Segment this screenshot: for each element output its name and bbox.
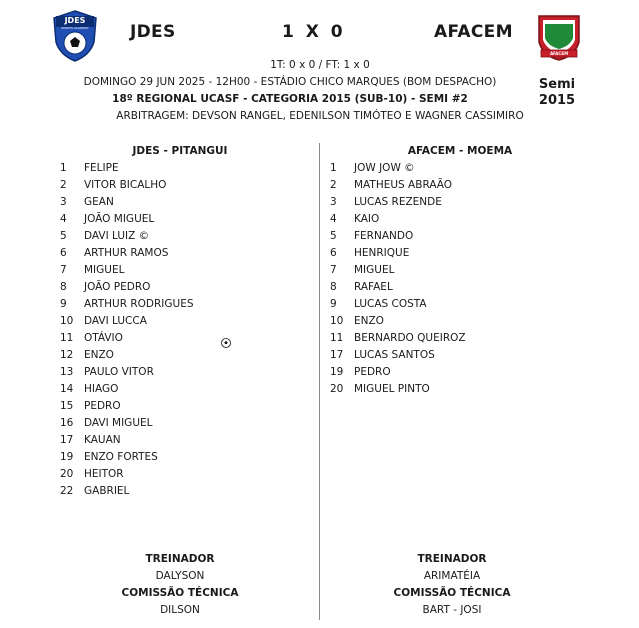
player-row bbox=[60, 330, 280, 347]
player-name: KAUAN bbox=[84, 434, 121, 446]
player-name: LUCAS COSTA bbox=[354, 298, 427, 310]
player-number: 16 bbox=[60, 417, 74, 429]
player-name: LUCAS SANTOS bbox=[354, 349, 435, 361]
player-number: 2 bbox=[60, 179, 67, 191]
player-row bbox=[330, 228, 550, 245]
player-name: LUCAS REZENDE bbox=[354, 196, 442, 208]
player-number: 4 bbox=[330, 213, 337, 225]
player-row bbox=[330, 177, 550, 194]
player-row bbox=[330, 245, 550, 262]
player-name: PEDRO bbox=[84, 400, 121, 412]
player-number: 14 bbox=[60, 383, 74, 395]
home-coach: DALYSON bbox=[155, 570, 205, 582]
home-coach-label: TREINADOR bbox=[145, 553, 215, 565]
player-row bbox=[60, 449, 280, 466]
player-row bbox=[60, 296, 280, 313]
player-name: ARTHUR RAMOS bbox=[84, 247, 169, 259]
away-coach: ARIMATÉIA bbox=[423, 570, 481, 582]
player-name: ENZO FORTES bbox=[84, 451, 158, 463]
player-name: JOÃO PEDRO bbox=[84, 281, 151, 293]
player-name: OTÁVIO bbox=[84, 332, 123, 344]
player-row bbox=[330, 279, 550, 296]
player-name: RAFAEL bbox=[354, 281, 393, 293]
away-commission-label: COMISSÃO TÉCNICA bbox=[393, 587, 511, 599]
halftime-score: 1T: 0 x 0 / FT: 1 x 0 bbox=[270, 59, 370, 71]
player-name: DAVI LUCCA bbox=[84, 315, 147, 327]
player-name: HEITOR bbox=[84, 468, 124, 480]
away-logo-text: AFACEM bbox=[549, 51, 569, 56]
player-number: 20 bbox=[60, 468, 74, 480]
player-name: JOW JOW © bbox=[354, 162, 415, 174]
stage-line2: 2015 bbox=[538, 93, 576, 108]
player-row bbox=[60, 194, 280, 211]
date-venue: DOMINGO 29 JUN 2025 - 12H00 - ESTÁDIO CHICO MARQUES (BOM DESPACHO) bbox=[83, 76, 497, 88]
player-name: GEAN bbox=[84, 196, 114, 208]
player-row bbox=[60, 381, 280, 398]
player-row bbox=[60, 364, 280, 381]
player-row bbox=[330, 381, 550, 398]
player-number: 19 bbox=[330, 366, 344, 378]
player-name: PAULO VITOR bbox=[84, 366, 154, 378]
player-number: 1 bbox=[330, 162, 337, 174]
away-team-name: AFACEM bbox=[434, 22, 513, 42]
player-name: JOÃO MIGUEL bbox=[84, 213, 155, 225]
player-name: VITOR BICALHO bbox=[84, 179, 167, 191]
player-name: HENRIQUE bbox=[354, 247, 410, 259]
player-name: HIAGO bbox=[84, 383, 119, 395]
player-name: MIGUEL PINTO bbox=[354, 383, 430, 395]
player-number: 1 bbox=[60, 162, 67, 174]
player-number: 19 bbox=[60, 451, 74, 463]
competition: 18º REGIONAL UCASF - CATEGORIA 2015 (SUB-10) - SEMI #2 bbox=[112, 93, 468, 105]
player-row bbox=[60, 347, 280, 364]
player-name: DAVI LUIZ © bbox=[84, 230, 150, 242]
player-row bbox=[330, 194, 550, 211]
player-name: MIGUEL bbox=[84, 264, 125, 276]
player-name: KAIO bbox=[354, 213, 380, 225]
player-row bbox=[60, 279, 280, 296]
player-row bbox=[330, 313, 550, 330]
player-row bbox=[60, 313, 280, 330]
player-number: 5 bbox=[330, 230, 337, 242]
player-number: 8 bbox=[60, 281, 67, 293]
player-row bbox=[60, 466, 280, 483]
stage-line1: Semi bbox=[538, 77, 576, 92]
player-row bbox=[330, 330, 550, 347]
player-number: 9 bbox=[330, 298, 337, 310]
final-score: 1 X 0 bbox=[282, 22, 346, 42]
away-staff bbox=[372, 551, 532, 619]
player-number: 3 bbox=[60, 196, 67, 208]
soccer-ball-icon bbox=[221, 333, 231, 343]
home-commission: DILSON bbox=[160, 604, 200, 616]
player-row bbox=[330, 296, 550, 313]
home-commission-label: COMISSÃO TÉCNICA bbox=[121, 587, 239, 599]
home-lineup-title: JDES - PITANGUI bbox=[132, 145, 228, 157]
player-number: 6 bbox=[330, 247, 337, 259]
player-number: 17 bbox=[60, 434, 74, 446]
player-row bbox=[330, 347, 550, 364]
player-name: GABRIEL bbox=[84, 485, 130, 497]
player-row bbox=[330, 211, 550, 228]
stage-label bbox=[528, 77, 586, 109]
player-number: 9 bbox=[60, 298, 67, 310]
player-row bbox=[330, 364, 550, 381]
player-name: ARTHUR RODRIGUES bbox=[84, 298, 194, 310]
player-name: MATHEUS ABRAÃO bbox=[354, 179, 453, 191]
player-number: 15 bbox=[60, 400, 74, 412]
player-row bbox=[60, 245, 280, 262]
player-name: ENZO bbox=[84, 349, 114, 361]
player-number: 17 bbox=[330, 349, 344, 361]
player-number: 6 bbox=[60, 247, 67, 259]
player-row bbox=[60, 177, 280, 194]
player-row bbox=[60, 415, 280, 432]
player-row bbox=[60, 160, 280, 177]
away-lineup-title: AFACEM - MOEMA bbox=[407, 145, 513, 157]
player-row bbox=[60, 432, 280, 449]
player-number: 12 bbox=[60, 349, 74, 361]
player-name: PEDRO bbox=[354, 366, 391, 378]
home-team-logo bbox=[52, 10, 98, 62]
away-commission: BART - JOSI bbox=[422, 604, 482, 616]
player-name: MIGUEL bbox=[354, 264, 395, 276]
player-number: 22 bbox=[60, 485, 74, 497]
away-team-logo bbox=[533, 12, 585, 62]
player-number: 4 bbox=[60, 213, 67, 225]
player-row bbox=[60, 398, 280, 415]
player-row bbox=[330, 160, 550, 177]
player-name: BERNARDO QUEIROZ bbox=[354, 332, 466, 344]
player-number: 11 bbox=[330, 332, 344, 344]
player-number: 7 bbox=[60, 264, 67, 276]
player-row bbox=[60, 228, 280, 245]
player-name: FELIPE bbox=[84, 162, 119, 174]
player-number: 2 bbox=[330, 179, 337, 191]
player-row bbox=[60, 483, 280, 500]
home-staff bbox=[100, 551, 260, 619]
column-divider bbox=[319, 143, 320, 620]
player-number: 8 bbox=[330, 281, 337, 293]
home-team-name: JDES bbox=[130, 22, 176, 42]
away-coach-label: TREINADOR bbox=[417, 553, 487, 565]
player-number: 5 bbox=[60, 230, 67, 242]
player-number: 10 bbox=[60, 315, 74, 327]
player-number: 11 bbox=[60, 332, 74, 344]
player-number: 7 bbox=[330, 264, 337, 276]
player-row bbox=[60, 262, 280, 279]
player-number: 3 bbox=[330, 196, 337, 208]
player-row bbox=[60, 211, 280, 228]
home-logo-subtext: SPORTS ACADEMY bbox=[61, 26, 89, 30]
player-row bbox=[330, 262, 550, 279]
home-logo-text: JDES bbox=[64, 16, 86, 25]
player-name: DAVI MIGUEL bbox=[84, 417, 153, 429]
player-number: 10 bbox=[330, 315, 344, 327]
player-name: FERNANDO bbox=[354, 230, 414, 242]
player-number: 13 bbox=[60, 366, 74, 378]
player-name: ENZO bbox=[354, 315, 384, 327]
player-number: 20 bbox=[330, 383, 344, 395]
referees: ARBITRAGEM: DEVSON RANGEL, EDENILSON TIMÓTEO E WAGNER CASSIMIRO bbox=[116, 110, 524, 122]
